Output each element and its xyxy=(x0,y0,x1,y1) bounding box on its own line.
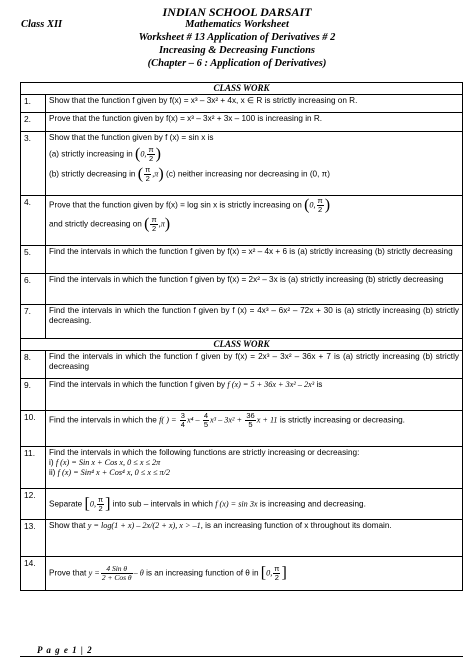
worksheet-title: Worksheet # 13 Application of Derivatives # 2 xyxy=(138,32,336,43)
question-text: Find the intervals in which the function f given by f(x) = 2x² – 3x is (a) strictly increasing (b) strictly decreasing xyxy=(46,274,463,305)
question-part: Prove that xyxy=(49,568,87,578)
chapter-title: (Chapter – 6 : Application of Derivatives) xyxy=(147,58,327,69)
question-number: 5. xyxy=(21,246,46,274)
question-number: 3. xyxy=(21,132,46,196)
question-text: Find the intervals in which the f( ) = $\frac{3}{4}$ x⁴ – $\frac{4}{5}$ x³ – 3x² + $\frac{36}{5}$ x + 11 is strictly increasing or decreasing. xyxy=(46,411,463,447)
question-text: Find the intervals in which the function f given by f(x) = x² – 4x + 6 is (a) strictly increasing (b) strictly decreasing xyxy=(46,246,463,274)
question-number: 2. xyxy=(21,113,46,132)
footer-divider xyxy=(20,656,463,657)
fraction: $\frac{36}{5}$ xyxy=(246,411,255,429)
question-text: Show that the function f given by f(x) = x³ – 3x² + 4x, x ∈ R is strictly increasing on R. xyxy=(46,95,463,113)
section-heading: CLASS WORK xyxy=(21,83,463,95)
question-line: (b) strictly decreasing in ( $\frac{\pi}{2}$ ,π) (c) neither increasing nor decreasing in (0, π) xyxy=(49,165,331,183)
math-expression: f (x) = 5 + 36x + 3x² – 2x³ xyxy=(227,380,315,389)
question-text xyxy=(46,447,463,489)
question-part: (c) neither increasing nor decreasing in (0, π) xyxy=(166,169,331,179)
question-part: is an increasing function of x throughout its domain. xyxy=(205,521,392,530)
question-line: Find the intervals in which the following functions are strictly increasing or decreasing: xyxy=(49,448,360,457)
question-line: (a) strictly increasing in (0, $\frac{\pi}{2}$ ) xyxy=(49,145,161,163)
question-text xyxy=(46,196,463,246)
question-part: Prove that the function given by f(x) = log sin x is strictly increasing on xyxy=(49,200,302,210)
question-row xyxy=(21,520,463,557)
question-part: is xyxy=(316,380,323,389)
question-text: Separate [0, $\frac{\pi}{2}$ ] into sub – intervals in which f (x) = sin 3x is increasing and decreasing. xyxy=(46,489,463,520)
question-text: Find the intervals in which the function f given by f (x) = 4x³ – 6x² – 72x + 30 is (a) strictly increasing (b) strictly decreasing. xyxy=(46,305,463,339)
question-number: 4. xyxy=(21,196,46,246)
question-number: 12. xyxy=(21,489,46,520)
page-number: P a g e 1 | 2 xyxy=(37,645,93,655)
question-row xyxy=(21,274,463,305)
math-expression: f( ) = xyxy=(159,415,177,425)
question-row xyxy=(21,246,463,274)
question-number: 14. xyxy=(21,557,46,591)
interval-bracket: ) xyxy=(155,145,161,163)
question-row xyxy=(21,196,463,246)
fraction: $\frac{3}{4}$ xyxy=(180,411,185,429)
question-part: is an increasing function of θ in xyxy=(146,568,259,578)
question-number: 9. xyxy=(21,379,46,411)
question-row xyxy=(21,351,463,379)
fraction: $\frac{4}{5}$ xyxy=(203,411,209,429)
fraction: $\frac{\pi}{2}$ xyxy=(148,145,154,163)
question-text xyxy=(46,520,463,557)
question-row xyxy=(21,447,463,489)
question-part: (b) strictly decreasing in xyxy=(49,169,136,179)
question-text xyxy=(46,379,463,411)
question-line: Prove that the function given by f(x) = log sin x is strictly increasing on (0, $\frac{\pi}{2}$ ) xyxy=(49,196,331,214)
question-number: 11. xyxy=(21,447,46,489)
question-number: 13. xyxy=(21,520,46,557)
question-text: Prove that y = $\frac{\text{4 Sin θ}}{\text{2 + Cos θ}}$ – θ is an increasing function of θ in [0, $\frac{\pi}{2}$ ] xyxy=(46,557,463,591)
section-row xyxy=(21,83,463,95)
topic-title: Increasing & Decreasing Functions xyxy=(158,45,316,56)
question-part: is increasing and decreasing. xyxy=(259,499,366,509)
fraction: $\frac{\pi}{2}$ xyxy=(274,564,280,582)
question-part: is strictly increasing or decreasing. xyxy=(279,415,405,425)
question-part: (a) strictly increasing in xyxy=(49,149,133,159)
question-number: 8. xyxy=(21,351,46,379)
question-line: and strictly decreasing on ( $\frac{\pi}{2}$ ,π) xyxy=(49,215,171,233)
question-text: Find the intervals in which the function f given by f(x) = 2x³ – 3x² – 36x + 7 is (a) strictly increasing (b) strictly decreasing xyxy=(46,351,463,379)
subject-title: Mathematics Worksheet xyxy=(185,19,289,30)
question-row xyxy=(21,557,463,591)
question-part: Find the intervals in which the function f given by xyxy=(49,380,226,389)
question-part: and strictly decreasing on xyxy=(49,219,142,229)
math-expression: y = log(1 + x) – 2x/(2 + x), x > –1, xyxy=(87,521,203,530)
interval-bracket: ( xyxy=(135,145,141,163)
interval-bracket: ) xyxy=(158,165,164,183)
question-row xyxy=(21,379,463,411)
question-line xyxy=(49,458,459,468)
questions-table xyxy=(20,82,463,591)
question-row xyxy=(21,113,463,132)
fraction: $\frac{\pi}{2}$ xyxy=(97,494,104,513)
fraction: $\frac{\pi}{2}$ xyxy=(151,215,157,233)
fraction: $\frac{\pi}{2}$ xyxy=(317,196,323,214)
question-part: Separate xyxy=(49,499,83,509)
question-number: 1. xyxy=(21,95,46,113)
question-number: 6. xyxy=(21,274,46,305)
fraction: $\frac{\text{4 Sin θ}}{\text{2 + Cos θ}}$ xyxy=(101,564,132,582)
interval-bracket: ( xyxy=(137,165,144,183)
section-row xyxy=(21,339,463,351)
math-expression: f (x) = Sin⁴ x + Cos⁴ x, 0 ≤ x ≤ π/2 xyxy=(57,468,171,477)
question-part: Find the intervals in which the xyxy=(49,415,157,425)
question-line xyxy=(49,468,459,478)
question-number: 10. xyxy=(21,411,46,447)
school-name: INDIAN SCHOOL DARSAIT xyxy=(162,5,312,19)
class-label: Class XII xyxy=(21,19,63,30)
question-text: Prove that the function given by f(x) = x³ – 3x² + 3x – 100 is increasing in R. xyxy=(46,113,463,132)
question-part: ii) xyxy=(49,468,56,477)
math-expression: f (x) = sin 3x xyxy=(215,499,258,509)
question-number: 7. xyxy=(21,305,46,339)
question-part: i) xyxy=(49,458,54,467)
question-part: into sub – intervals in which xyxy=(112,499,213,509)
fraction: $\frac{\pi}{2}$ xyxy=(145,165,151,183)
question-row xyxy=(21,132,463,196)
question-row xyxy=(21,489,463,520)
question-line: Show that the function given by f (x) = sin x is xyxy=(49,133,214,142)
question-text xyxy=(46,132,463,196)
question-part: Show that xyxy=(49,521,86,530)
math-expression: f (x) = Sin x + Cos x, 0 ≤ x ≤ 2π xyxy=(55,458,161,467)
question-row xyxy=(21,305,463,339)
section-heading: CLASS WORK xyxy=(21,339,463,351)
question-row xyxy=(21,95,463,113)
question-row xyxy=(21,411,463,447)
